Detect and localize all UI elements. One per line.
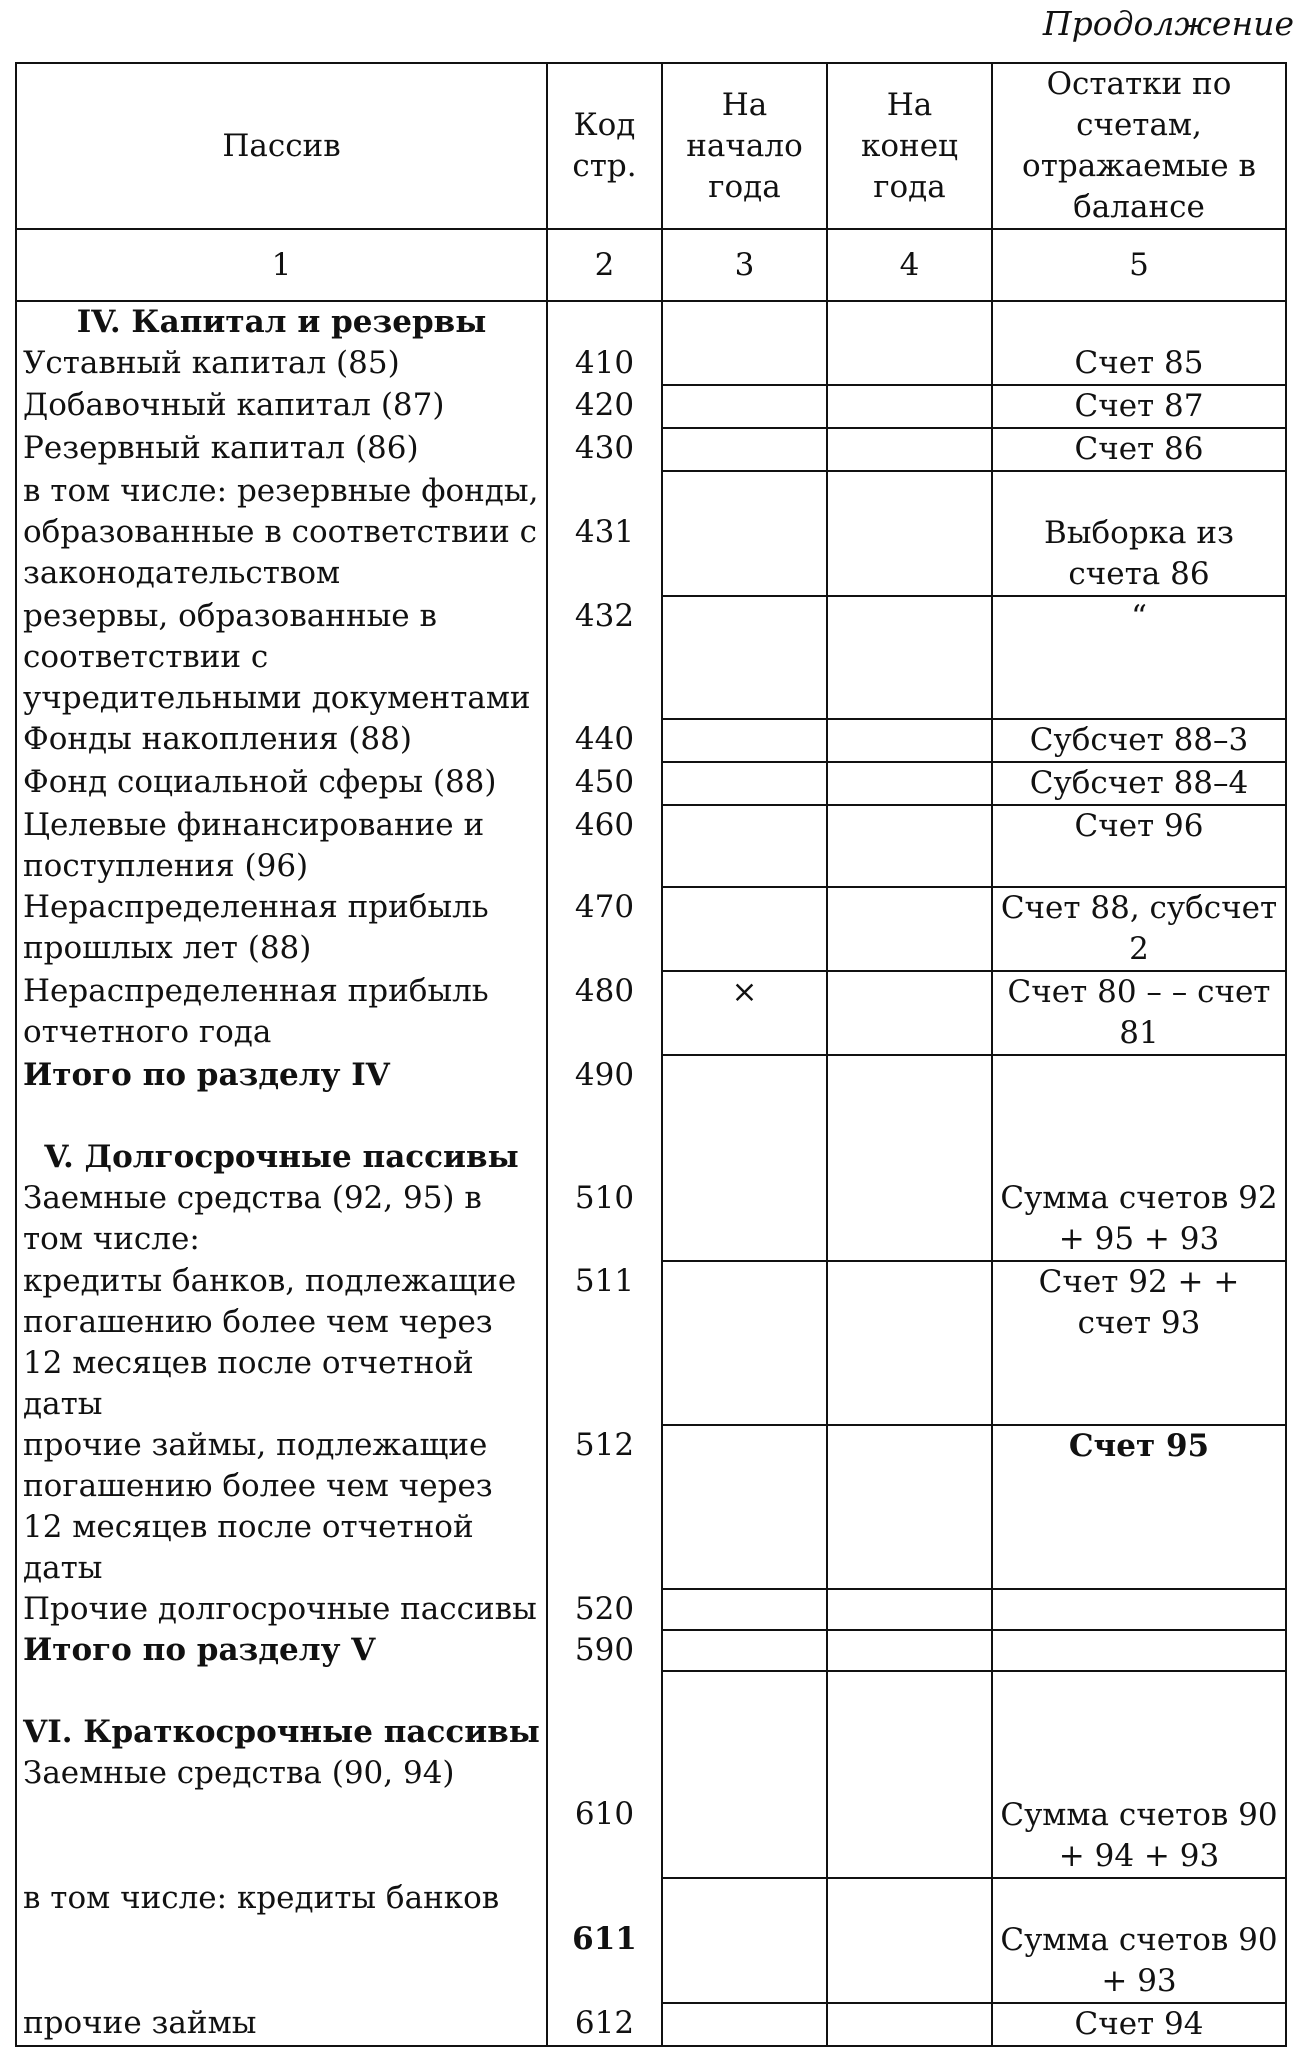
row-code: 460 (547, 805, 662, 887)
value-start (662, 1630, 827, 1671)
row-label: Фонд социальной сферы (88) (16, 762, 547, 805)
table-row (16, 1671, 1286, 1878)
row-label: Целевые финансирование и поступления (96) (16, 805, 547, 887)
row-label: в том числе: кредиты банков (16, 1878, 547, 2003)
header-liabilities: Пассив (16, 63, 547, 229)
row-code: 440 (547, 719, 662, 762)
row-account: “ (992, 596, 1286, 719)
column-number: 3 (662, 229, 827, 301)
table-row (16, 596, 1286, 719)
row-code: 431 (574, 514, 635, 550)
balance-table (15, 62, 1287, 2047)
row-label: Нераспределенная прибыль отчетного года (16, 971, 547, 1055)
row-account (992, 1630, 1286, 1671)
row-label: Заемные средства (92, 95) в том числе: (23, 1180, 482, 1257)
row-code: 470 (547, 887, 662, 971)
row-account: Счет 85 (1074, 345, 1204, 381)
column-number: 1 (16, 229, 547, 301)
row-account: Субсчет 88–3 (992, 719, 1286, 762)
value-start (662, 596, 827, 719)
value-start (662, 762, 827, 805)
value-end (827, 301, 992, 385)
row-account: Счет 87 (992, 385, 1286, 428)
row-account: Сумма счетов 90 + 94 + 93 (1000, 1797, 1278, 1874)
column-number-row (16, 229, 1286, 301)
row-label: в том числе: резервные фонды, образованные в соответствии с законодательством (16, 471, 547, 596)
header-start-of-year: На начало года (662, 63, 827, 229)
row-account: Выборка из счета 86 (1044, 515, 1234, 592)
row-label: резервы, образованные в соответствии с учредительными документами (16, 596, 547, 719)
table-row (16, 428, 1286, 471)
row-code: 490 (547, 1055, 662, 1096)
column-number: 2 (547, 229, 662, 301)
header-code: Код стр. (547, 63, 662, 229)
table-row (16, 1055, 1286, 1096)
table-row (16, 762, 1286, 805)
value-start (662, 1425, 827, 1589)
row-account: Счет 86 (992, 428, 1286, 471)
value-end (827, 762, 992, 805)
table-row (16, 1096, 1286, 1261)
value-end (827, 1096, 992, 1261)
row-account: Счет 96 (992, 805, 1286, 887)
row-account: Счет 94 (992, 2003, 1286, 2046)
value-start (662, 471, 827, 596)
row-label: кредиты банков, подлежащие погашению более чем через 12 месяцев после отчетной даты (16, 1261, 547, 1425)
value-start (662, 805, 827, 887)
table-row (16, 1261, 1286, 1425)
row-account: Счет 88, субсчет 2 (992, 887, 1286, 971)
continuation-label: Продолжение (1042, 4, 1294, 43)
column-number: 5 (992, 229, 1286, 301)
row-label: Нераспределенная прибыль прошлых лет (88) (16, 887, 547, 971)
value-start (662, 2003, 827, 2046)
row-code: 432 (547, 596, 662, 719)
table-row (16, 471, 1286, 596)
row-code: 610 (574, 1796, 635, 1832)
value-start (662, 1878, 827, 2003)
table-row (16, 971, 1286, 1055)
row-code: 590 (547, 1630, 662, 1671)
row-code: 480 (547, 971, 662, 1055)
row-label: Прочие долгосрочные пассивы (16, 1589, 547, 1630)
value-start (662, 1096, 827, 1261)
value-end (827, 2003, 992, 2046)
table-row (16, 887, 1286, 971)
row-label: Фонды накопления (88) (16, 719, 547, 762)
value-end (827, 385, 992, 428)
value-start (662, 887, 827, 971)
value-end (827, 428, 992, 471)
row-label: Итого по разделу IV (16, 1055, 547, 1096)
column-number: 4 (827, 229, 992, 301)
section-heading: IV. Капитал и резервы (76, 304, 487, 340)
row-code: 512 (547, 1425, 662, 1589)
value-end (827, 1878, 992, 2003)
row-code: 410 (574, 345, 635, 381)
table-row (16, 301, 1286, 385)
table-row (16, 719, 1286, 762)
value-end (827, 1261, 992, 1425)
row-code: 611 (572, 1921, 637, 1957)
value-start (662, 1589, 827, 1630)
value-start (662, 1261, 827, 1425)
value-start (662, 719, 827, 762)
value-end (827, 805, 992, 887)
row-account (992, 1055, 1286, 1096)
row-label: Уставный капитал (85) (23, 345, 400, 381)
row-code: 430 (547, 428, 662, 471)
value-end (827, 1425, 992, 1589)
table-row (16, 385, 1286, 428)
row-code: 612 (547, 2003, 662, 2046)
value-end (827, 1589, 992, 1630)
value-start: × (662, 971, 827, 1055)
table-row (16, 1630, 1286, 1671)
table-row (16, 1878, 1286, 2003)
row-code: 511 (547, 1261, 662, 1425)
value-end (827, 471, 992, 596)
table-row (16, 1425, 1286, 1589)
value-end (827, 1671, 992, 1878)
row-account: Сумма счетов 92 + 95 + 93 (1000, 1180, 1278, 1257)
value-start (662, 385, 827, 428)
row-account: Сумма счетов 90 + 93 (1000, 1922, 1278, 1999)
row-label: прочие займы (16, 2003, 547, 2046)
row-label: Резервный капитал (86) (16, 428, 547, 471)
row-account: Счет 92 + + счет 93 (992, 1261, 1286, 1425)
row-label: Итого по разделу V (16, 1630, 547, 1671)
row-account (992, 1589, 1286, 1630)
value-end (827, 971, 992, 1055)
value-start (662, 428, 827, 471)
value-end (827, 1055, 992, 1096)
header-row (16, 63, 1286, 229)
table-row (16, 2003, 1286, 2046)
table-row (16, 805, 1286, 887)
section-heading: VI. Краткосрочные пассивы (23, 1714, 540, 1750)
row-account: Счет 95 (992, 1425, 1286, 1589)
row-code: 510 (574, 1180, 635, 1216)
value-end (827, 1630, 992, 1671)
row-code: 420 (547, 385, 662, 428)
value-end (827, 887, 992, 971)
row-account: Субсчет 88–4 (992, 762, 1286, 805)
row-label: Добавочный капитал (87) (16, 385, 547, 428)
table-row (16, 1589, 1286, 1630)
row-code: 520 (547, 1589, 662, 1630)
row-code: 450 (547, 762, 662, 805)
section-heading: V. Долгосрочные пассивы (44, 1139, 519, 1175)
value-end (827, 719, 992, 762)
row-label: прочие займы, подлежащие погашению более чем через 12 месяцев после отчетной даты (16, 1425, 547, 1589)
value-end (827, 596, 992, 719)
header-account-balances: Остатки по счетам, отражаемые в балансе (992, 63, 1286, 229)
value-start (662, 301, 827, 385)
value-start (662, 1055, 827, 1096)
header-end-of-year: На конец года (827, 63, 992, 229)
row-label: Заемные средства (90, 94) (23, 1755, 455, 1791)
row-account: Счет 80 – – счет 81 (992, 971, 1286, 1055)
value-start (662, 1671, 827, 1878)
